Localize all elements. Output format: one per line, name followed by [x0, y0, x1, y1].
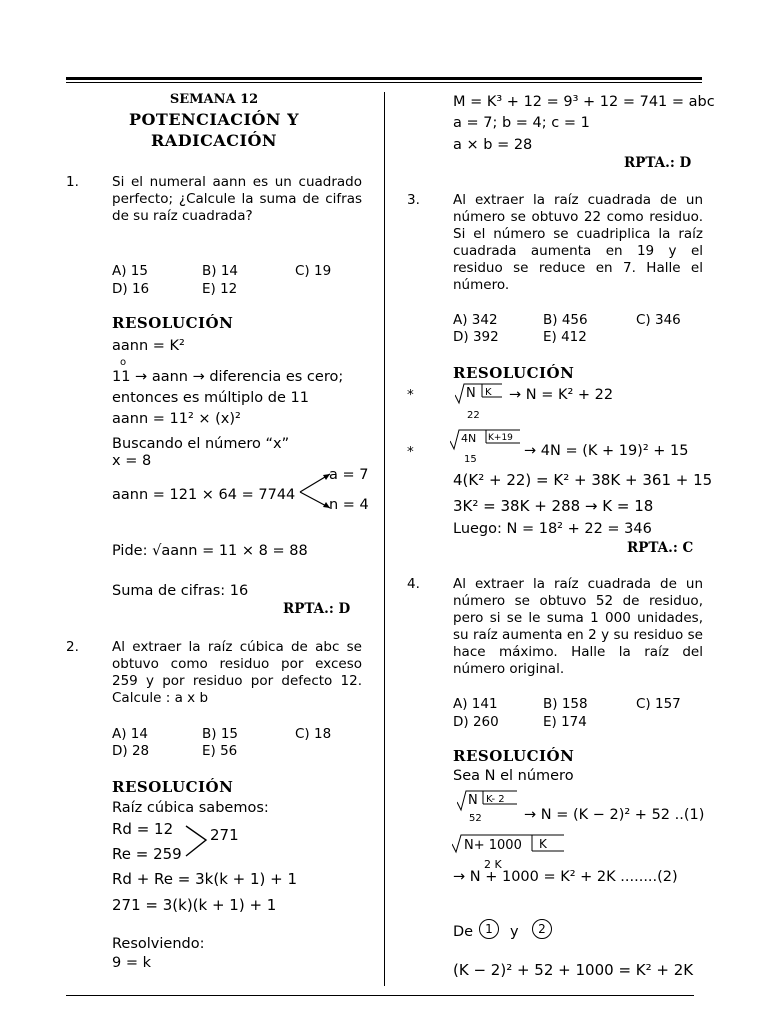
- q1-line-5: Buscando el número “x”: [112, 436, 290, 452]
- q4-option-a: A) 141: [453, 696, 498, 712]
- svg-text:K+19: K+19: [488, 433, 513, 443]
- q2-line-2: Rd = 12: [112, 820, 174, 838]
- q4-line-4-y: y: [510, 924, 519, 940]
- q2-option-a: A) 14: [112, 726, 148, 742]
- q2-line-3: Re = 259: [112, 845, 182, 863]
- q2-line-1: Raíz cúbica sabemos:: [112, 800, 269, 816]
- q1-option-b: B) 14: [202, 263, 238, 279]
- q3-line-4: 3K² = 38K + 288 → K = 18: [453, 497, 654, 515]
- q2-cont-line-3: a × b = 28: [453, 137, 533, 153]
- q1-option-d: D) 16: [112, 281, 150, 297]
- q1-branch-a: a = 7: [329, 467, 369, 483]
- q1-line-8: Pide: √aann = 11 × 8 = 88: [112, 543, 308, 559]
- week-label: SEMANA 12: [169, 92, 259, 107]
- question-3-text: Al extraer la raíz cuadrada de un número se obtuvo 22 como residuo. Si el número se cuadriplica la raíz cuadrada aumenta en 19 y el residuo se reduce en 7. Halle el número.: [453, 192, 703, 293]
- column-divider: [384, 92, 385, 986]
- q3-line-5: Luego: N = 18² + 22 = 346: [453, 521, 652, 537]
- q2-cont-line-2: a = 7; b = 4; c = 1: [453, 115, 590, 131]
- q2-line-4: Rd + Re = 3k(k + 1) + 1: [112, 870, 298, 888]
- q4-line-4-de: De: [453, 924, 474, 940]
- q4-option-c: C) 157: [636, 696, 681, 712]
- question-1-number: 1.: [66, 174, 79, 190]
- equation-ref-2-icon: 2: [532, 919, 552, 939]
- question-4-number: 4.: [407, 576, 420, 592]
- question-2-text: Al extraer la raíz cúbica de abc se obtuvo como residuo por exceso 259 y por residuo por defecto 12. Calcule : a x b: [112, 639, 362, 706]
- q2-brace-arrow: [184, 824, 210, 860]
- q1-option-a: A) 15: [112, 263, 148, 279]
- svg-text:4N: 4N: [461, 432, 477, 445]
- q4-option-d: D) 260: [453, 714, 499, 730]
- svg-text:K- 2: K- 2: [486, 794, 505, 805]
- q2-line-6: Resolviendo:: [112, 936, 205, 952]
- q2-sum-label: 271: [210, 826, 239, 844]
- svg-text:N+ 1000: N+ 1000: [464, 838, 522, 853]
- q4-line-2: → N = (K − 2)² + 52 ..(1): [524, 807, 705, 823]
- svg-text:N: N: [468, 793, 478, 808]
- svg-text:N: N: [466, 386, 476, 401]
- q4-division-box-2: [452, 834, 570, 872]
- q1-option-c: C) 19: [295, 263, 332, 279]
- q3-option-e: E) 412: [543, 329, 587, 345]
- q2-line-5: 271 = 3(k)(k + 1) + 1: [112, 896, 277, 914]
- svg-text:52: 52: [469, 813, 482, 824]
- question-4-text: Al extraer la raíz cuadrada de un número se obtuvo 52 de residuo, pero si se le suma 1 000 unidades, su raíz aumenta en 2 y su residuo se hace máximo. Halle la raíz del número original.: [453, 576, 703, 677]
- page-title-line1: POTENCIACIÓN Y: [128, 110, 300, 129]
- bottom-rule: [66, 995, 694, 996]
- q3-division-box-1: [455, 383, 503, 421]
- q1-line-4: aann = 11² × (x)²: [112, 411, 241, 427]
- q3-line-2: → 4N = (K + 19)² + 15: [524, 443, 689, 459]
- q2-line-7: 9 = k: [112, 955, 151, 971]
- q3-answer: RPTA.: C: [627, 540, 694, 556]
- equation-ref-1-icon: 1: [479, 919, 499, 939]
- q2-answer: RPTA.: D: [624, 155, 692, 171]
- q1-line-3: entonces es múltiplo de 11: [112, 390, 309, 406]
- q4-option-b: B) 158: [543, 696, 588, 712]
- q1-line-1: aann = K²: [112, 338, 185, 354]
- question-1-text: Si el numeral aann es un cuadrado perfecto; ¿Calcule la suma de cifras de su raíz cuadrada?: [112, 174, 362, 224]
- q3-line-3: 4(K² + 22) = K² + 38K + 361 + 15: [453, 471, 713, 489]
- question-2-number: 2.: [66, 639, 79, 655]
- q4-option-e: E) 174: [543, 714, 587, 730]
- q1-resolution-heading: RESOLUCIÓN: [112, 314, 234, 332]
- q3-resolution-heading: RESOLUCIÓN: [453, 364, 575, 382]
- q3-bullet-2: *: [407, 444, 414, 460]
- q3-option-c: C) 346: [636, 312, 681, 328]
- svg-text:15: 15: [464, 454, 477, 465]
- q1-answer: RPTA.: D: [283, 601, 351, 617]
- svg-text:K: K: [485, 387, 492, 398]
- q1-branch-n: n = 4: [329, 497, 369, 513]
- q2-option-e: E) 56: [202, 743, 238, 759]
- q4-division-box-1: [457, 790, 519, 824]
- q4-line-5: (K − 2)² + 52 + 1000 = K² + 2K: [453, 961, 694, 979]
- q1-option-e: E) 12: [202, 281, 238, 297]
- q2-option-c: C) 18: [295, 726, 332, 742]
- svg-text:K: K: [539, 837, 547, 851]
- q4-resolution-heading: RESOLUCIÓN: [453, 747, 575, 765]
- q2-option-b: B) 15: [202, 726, 238, 742]
- top-rule-thin: [66, 82, 702, 83]
- q1-multiple-mark: o: [120, 357, 127, 368]
- q4-line-3: → N + 1000 = K² + 2K ........(2): [453, 869, 678, 885]
- question-3-number: 3.: [407, 192, 420, 208]
- q3-bullet-1: *: [407, 387, 414, 403]
- top-rule-thick: [66, 77, 702, 80]
- q1-line-2: 11 → aann → diferencia es cero;: [112, 369, 344, 385]
- q3-option-d: D) 392: [453, 329, 499, 345]
- q3-option-a: A) 342: [453, 312, 498, 328]
- page-title-line2: RADICACIÓN: [151, 131, 277, 150]
- q4-line-1: Sea N el número: [453, 768, 574, 784]
- q1-line-7: aann = 121 × 64 = 7744: [112, 487, 296, 503]
- q2-resolution-heading: RESOLUCIÓN: [112, 778, 234, 796]
- q2-option-d: D) 28: [112, 743, 150, 759]
- svg-text:22: 22: [467, 410, 480, 421]
- svg-text:2 K: 2 K: [484, 858, 502, 871]
- q3-division-box-2: [450, 429, 522, 467]
- q1-line-6: x = 8: [112, 453, 152, 469]
- q3-line-1: → N = K² + 22: [509, 387, 614, 403]
- q1-line-9: Suma de cifras: 16: [112, 583, 249, 599]
- q2-cont-line-1: M = K³ + 12 = 9³ + 12 = 741 = abc: [453, 94, 715, 110]
- q3-option-b: B) 456: [543, 312, 588, 328]
